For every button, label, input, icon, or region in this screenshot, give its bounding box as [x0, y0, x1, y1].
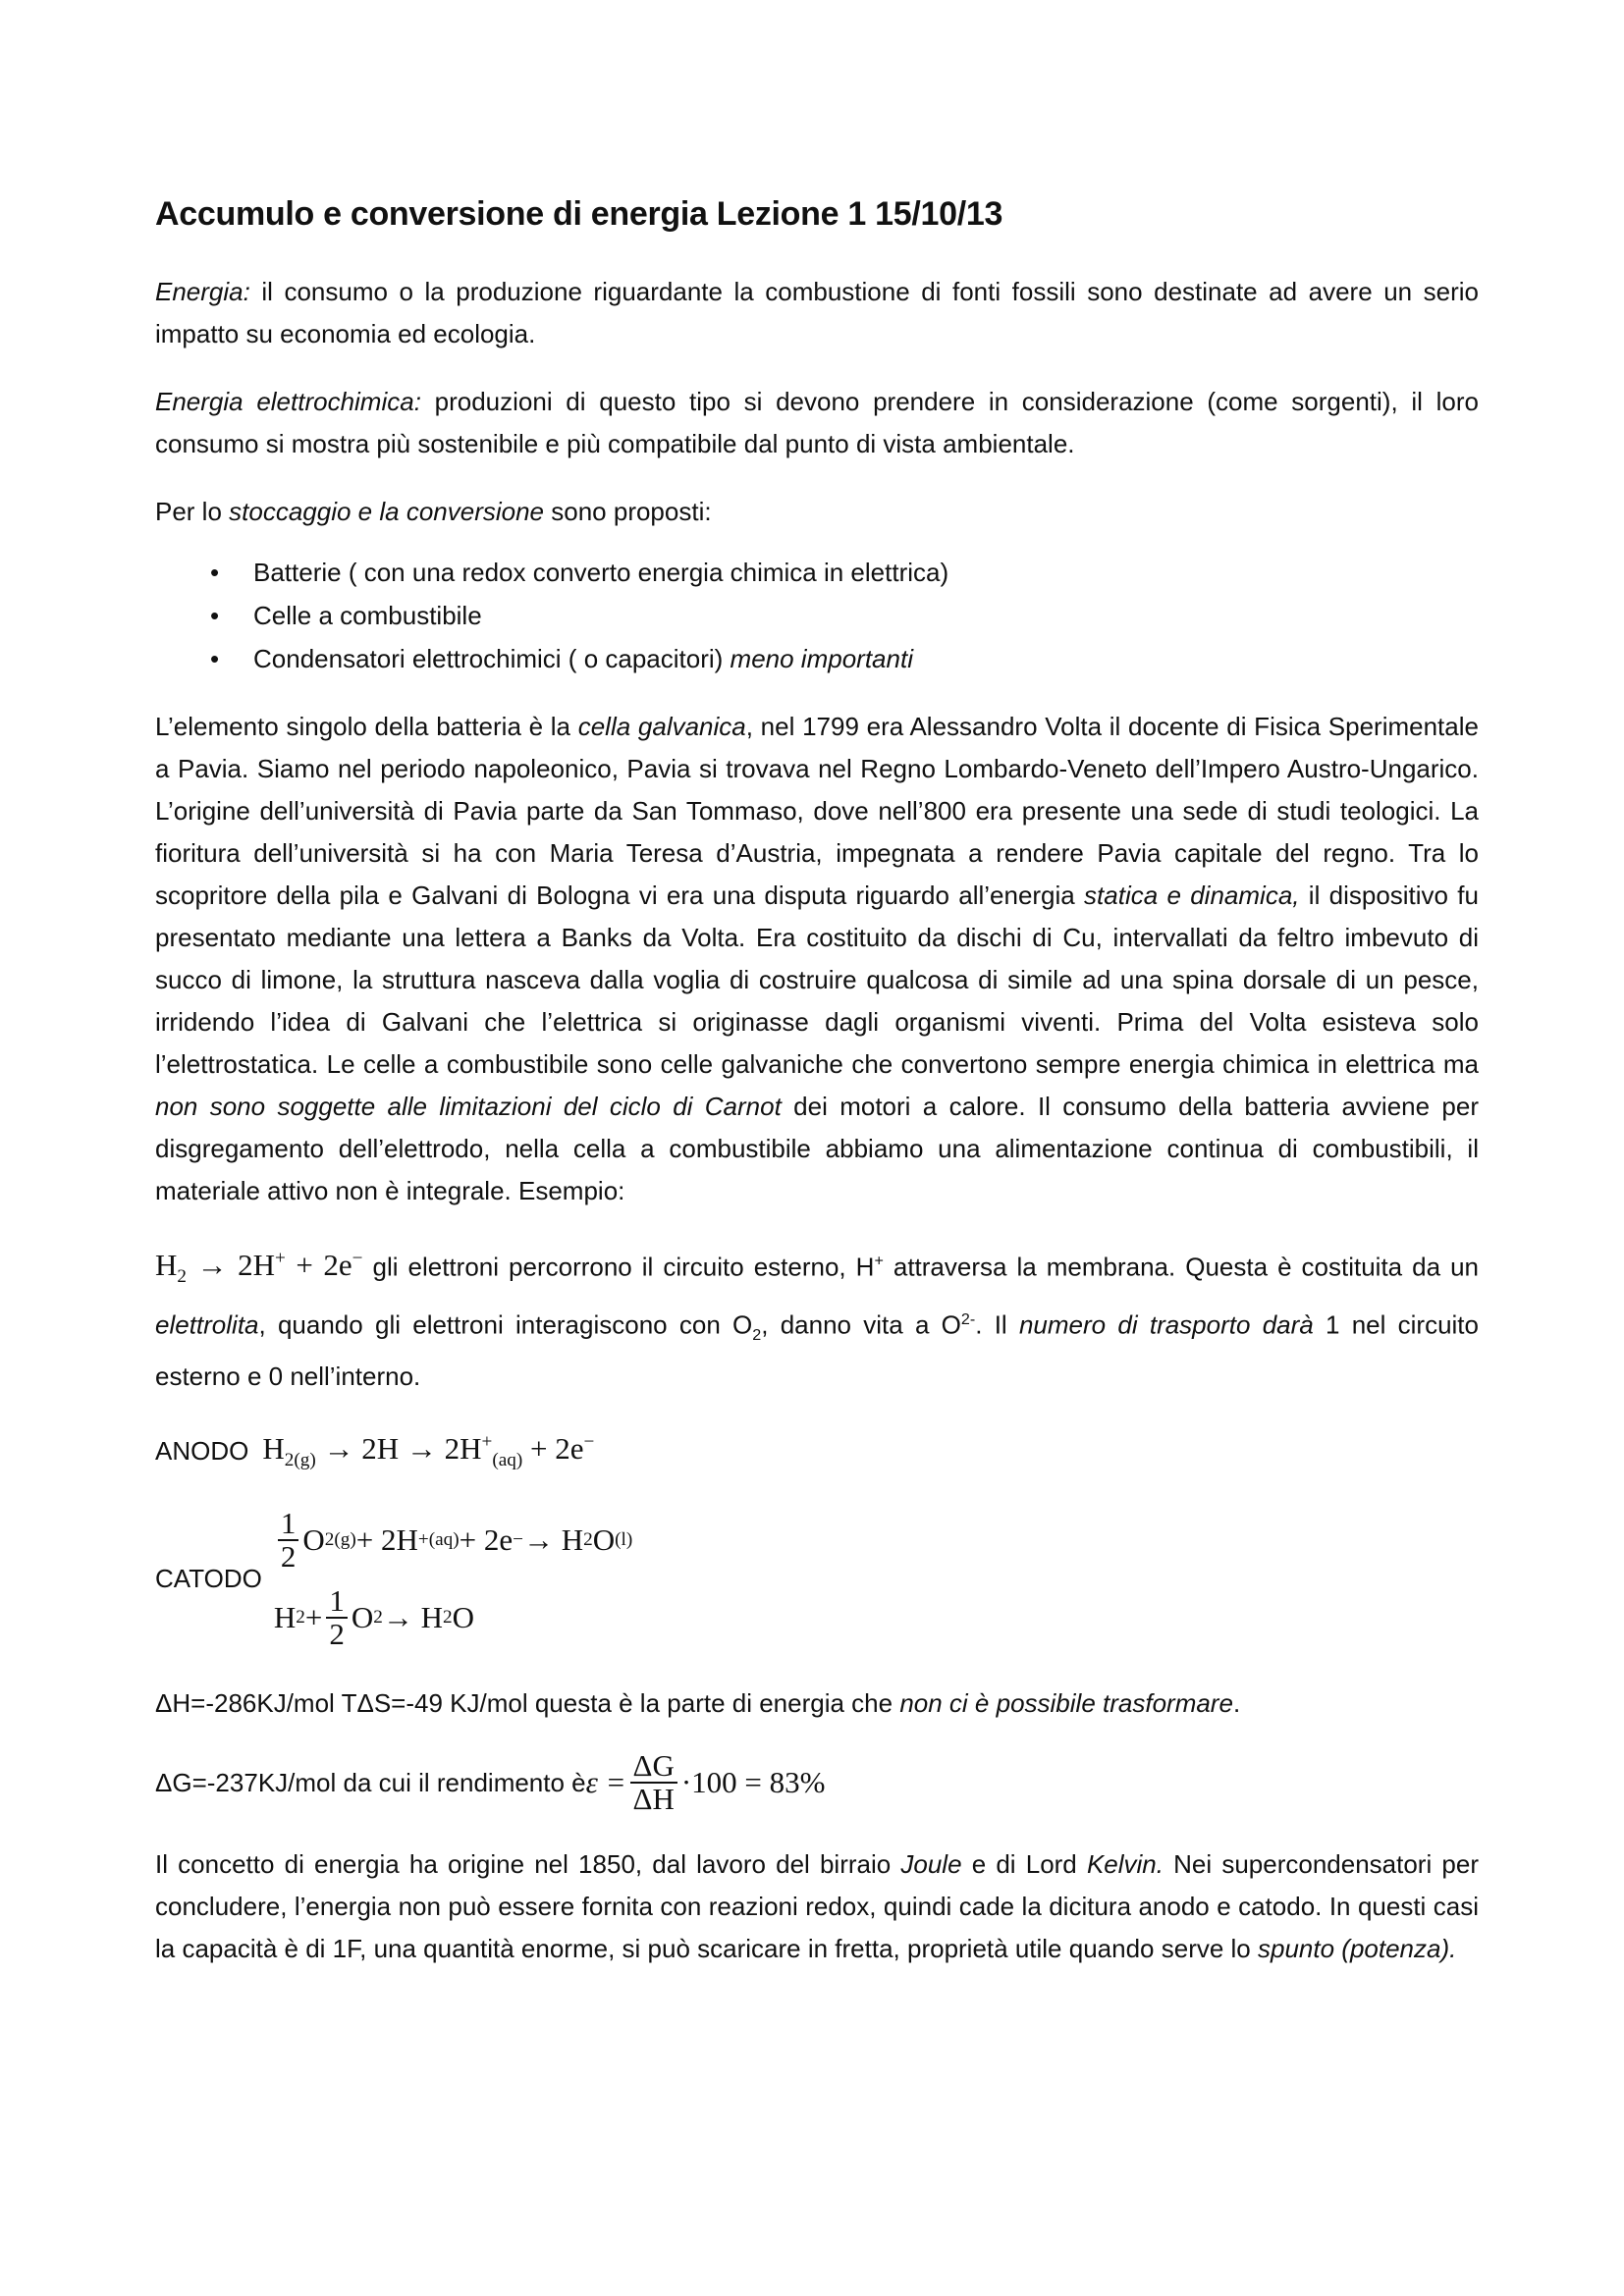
fraction-one-half: $\frac{1}{2}$ — [326, 1585, 348, 1651]
list-item-condensatori: • Condensatori elettrochimici ( o capacitori) meno importanti — [155, 637, 1479, 680]
rendimento-equation: ΔG=-237KJ/mol da cui il rendimento è ε = $\frac{\Delta G}{\Delta H}$ ·100 = 83% — [155, 1747, 826, 1817]
anodo-formula: $H_{2(g)} \to 2H \to 2H^+_{(aq)} + 2e^-$ — [262, 1431, 595, 1471]
catodo-formula-1: $\frac{1}{2}$ O 2(g) + 2H + (aq) + 2e − → H 2 O (l) — [274, 1508, 632, 1574]
paragraph-entalpia: ΔH=-286KJ/mol TΔS=-49 KJ/mol questa è la parte di energia che non ci è possibile trasformare. — [155, 1687, 1241, 1718]
paragraph-stoccaggio: Per lo stoccaggio e la conversione sono proposti: — [155, 497, 712, 526]
paragraph-cella-galvanica: L’elemento singolo della batteria è la cella galvanica, nel 1799 era Alessandro Volta il docente di Fisica Sperimentale a Pavia. Siamo nel periodo napoleonico, Pavia si trovava nel Regno Lombardo-Veneto dell’Impero Austro-Ungarico. L’origine dell’università di Pavia parte da San Tommaso, dove nell’800 era presente una sede di studi teologici. La fioritura dell’università si ha con Maria Teresa d’Austria, impegnata a rendere Pavia capitale del regno. Tra lo scopritore della pila e Galvani di Bologna vi era una disputa riguardo all’energia statica e dinamica, il dispositivo fu presentato mediante una lettera a Banks da Volta. Era costituito da dischi di Cu, intervallati da feltro imbevuto di succo di limone, la struttura nasceva dalla voglia di costruire qualcosa di simile ad una spina dorsale di un pesce, irridendo l’idea di Galvani che l’elettrica si originasse dagli organismi viventi. Prima del Volta esisteva solo l’elettrostatica. Le celle a combustibile sono celle galvaniche che convertono sempre energia chimica in elettrica ma non sono soggette alle limitazioni del ciclo di Carnot dei motori a calore. Il consumo della batteria avviene per disgregamento dell’elettrodo, nella cella a combustibile abbiamo una alimentazione continua di combustibili, il materiale attivo non è integrale. Esempio: — [155, 712, 1479, 1205]
fraction-one-half: $\frac{1}{2}$ — [278, 1508, 299, 1574]
term-energia-elettrochimica: Energia elettrochimica: — [155, 387, 421, 416]
anodo-equation — [155, 1431, 1479, 1471]
bullet-icon: • — [210, 601, 220, 630]
list-item-batterie: • Batterie ( con una redox converto energia chimica in elettrica) — [155, 551, 1479, 594]
catodo-formula-2: H 2 + $\frac{1}{2}$ O 2 → H 2 O — [273, 1582, 474, 1652]
bullet-icon: • — [210, 558, 220, 587]
paragraph-elettrolita: $H_2 \to 2H^+ + 2e^-$ gli elettroni percorrono il circuito esterno, H+ attraversa la membrana. Questa è costituita da un elettrolita, quando gli elettroni interagiscono con $O_2$, danno vita a $O^{2-}$. Il numero di trasporto darà 1 nel circuito esterno e 0 nell’interno. — [155, 1248, 1480, 1392]
paragraph-energia-elettrochimica: Energia elettrochimica: produzioni di questo tipo si devono prendere in considerazione (come sorgenti), il loro consumo si mostra più sostenibile e più compatibile dal punto di vista ambientale. — [155, 387, 1479, 458]
list-item-celle: • Celle a combustibile — [155, 594, 1479, 637]
equation-h2-oxidation: $H_2 \to 2H^+ + 2e^-$ — [155, 1248, 363, 1288]
rendimento-formula: ε = $\frac{\Delta G}{\Delta H}$ ·100 = 83% — [585, 1747, 826, 1817]
paragraph-supercondensatori: Il concetto di energia ha origine nel 1850, dal lavoro del birraio Joule e di Lord Kelvin. Nei supercondensatori per concludere, l’energia non può essere fornita con reazioni redox, quindi cade la dicitura anodo e catodo. In questi casi la capacità è di 1F, una quantità enorme, si può scaricare in fretta, proprietà utile quando serve lo spunto (potenza). — [155, 1848, 1479, 1963]
bullet-icon: • — [210, 644, 220, 673]
page-title: Accumulo e conversione di energia Lezione 1 15/10/13 — [155, 195, 1003, 233]
anodo-label: ANODO — [155, 1436, 249, 1467]
document-body — [155, 192, 1479, 1996]
paragraph-energia: Energia: il consumo o la produzione riguardante la combustione di fonti fossili sono destinate ad avere un serio impatto su economia ed ecologia. — [155, 277, 1479, 348]
term-energia: Energia: — [155, 277, 250, 306]
catodo-label: CATODO — [155, 1564, 262, 1594]
catodo-equations — [155, 1502, 1479, 1657]
bullet-list — [155, 551, 1479, 680]
